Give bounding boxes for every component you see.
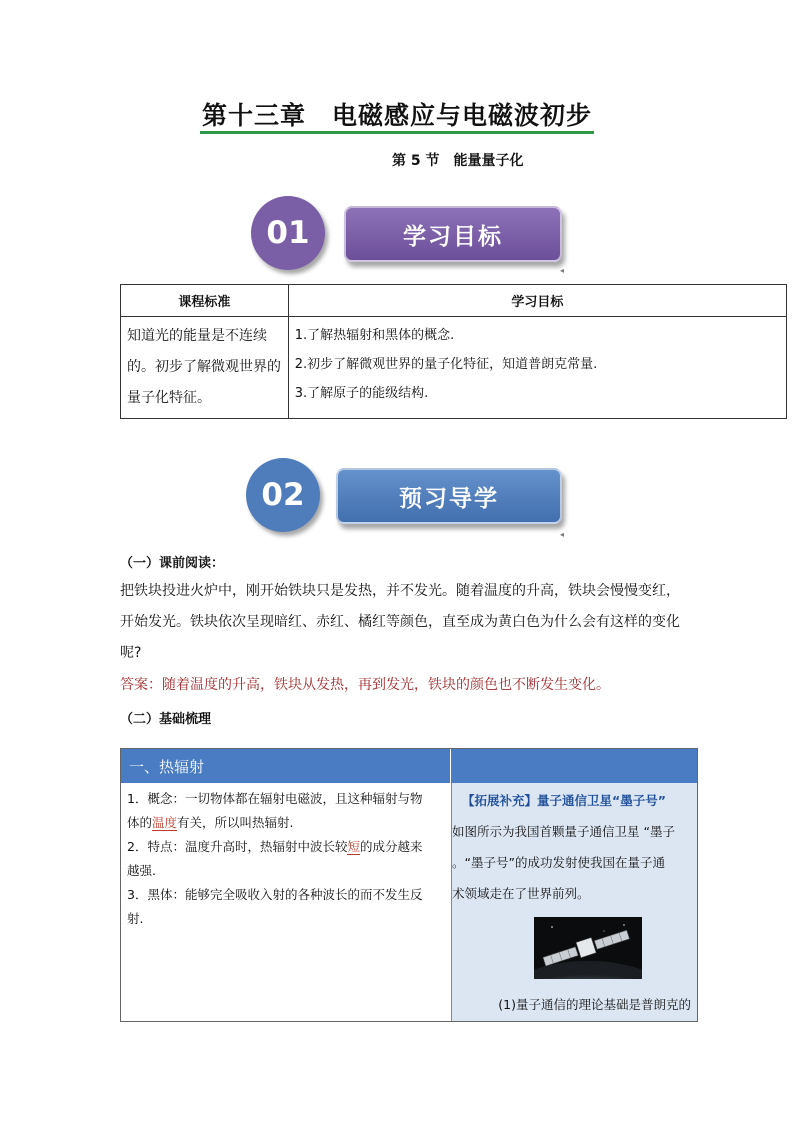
objectives-cell [288,317,786,419]
extension-line: 如图所示为我国首颗量子通信卫星 “墨子 [452,824,675,839]
paragraph-line: 开始发光。铁块依次呈现暗红、赤红、橘红等颜色，直至成为黄白色为什么会有这样的变化 [120,614,680,630]
item-line: 1．概念：一切物体都在辐射电磁波，且这种辐射与物 [127,791,423,806]
goals-table [120,284,787,419]
paragraph-line: 呢? [120,645,142,661]
extension-footer: (1)量子通信的理论基础是普朗克的 [498,997,691,1012]
highlighted-term: 温度 [152,815,178,830]
course-standard-cell: 知道光的能量是不连续的。初步了解微观世界的量子化特征。 [121,317,289,419]
table-header: 课程标准 [121,285,289,317]
satellite-icon [534,917,642,979]
objective-item: 1.了解热辐射和黑体的概念. [294,328,455,343]
extension-title: 【拓展补充】量子通信卫星“墨子号” [462,793,666,808]
highlighted-term: 短 [347,839,360,854]
objective-item: 2.初步了解微观世界的量子化特征，知道普朗克常量. [294,357,598,372]
heat-radiation-panel [120,748,698,1022]
panel-title [121,749,697,783]
section-number-badge: 02 [246,458,320,532]
paragraph-line: 把铁块投进火炉中，刚开始铁块只是发热，并不发光。随着温度的升高，铁块会慢慢变红， [120,583,680,599]
pre-reading-paragraph [120,576,794,669]
item-line: 3．黑体：能够完全吸收入射的各种波长的而不发生反 [127,887,423,902]
section-banner: 预习导学 [336,468,562,524]
chapter-title-text: 第十三章 电磁感应与电磁波初步 [200,101,594,134]
section-banner: 学习目标 [344,206,562,262]
table-header-row [121,285,787,317]
item-line [127,811,445,835]
paragraph-mark: ◂ [560,530,565,539]
panel-divider [450,749,451,783]
table-header: 学习目标 [288,285,786,317]
panel-right-column [452,783,697,1021]
answer-text: 答案：随着温度的升高，铁块从发热，再到发光，铁块的颜色也不断发生变化。 [120,677,610,693]
objective-item: 3.了解原子的能级结构. [294,386,429,401]
item-line: 射. [127,911,144,926]
panel-left-column [121,783,451,1019]
text-span: 2．特点：温度升高时，热辐射中波长较 [127,839,348,854]
section-number-badge: 01 [251,196,325,270]
text-span: 体的 [127,815,153,830]
table-row [121,317,787,419]
text-span: 的成分越来 [359,839,423,854]
paragraph-mark: ◂ [560,266,565,275]
panel-title-text: 一、热辐射 [129,757,205,776]
satellite-image [534,917,642,979]
basics-heading: （二）基础梳理 [120,712,212,727]
extension-line: 术领域走在了世界前列。 [452,886,590,901]
text-span: 有关，所以叫热辐射. [177,815,294,830]
item-line: 越强. [127,863,156,878]
section-title: 第 5 节 能量量子化 [392,153,524,169]
pre-reading-heading: （一）课前阅读： [120,556,225,571]
item-line [127,835,445,859]
extension-line: 。“墨子号”的成功发射使我国在量子通 [452,855,665,870]
chapter-title [0,96,794,132]
